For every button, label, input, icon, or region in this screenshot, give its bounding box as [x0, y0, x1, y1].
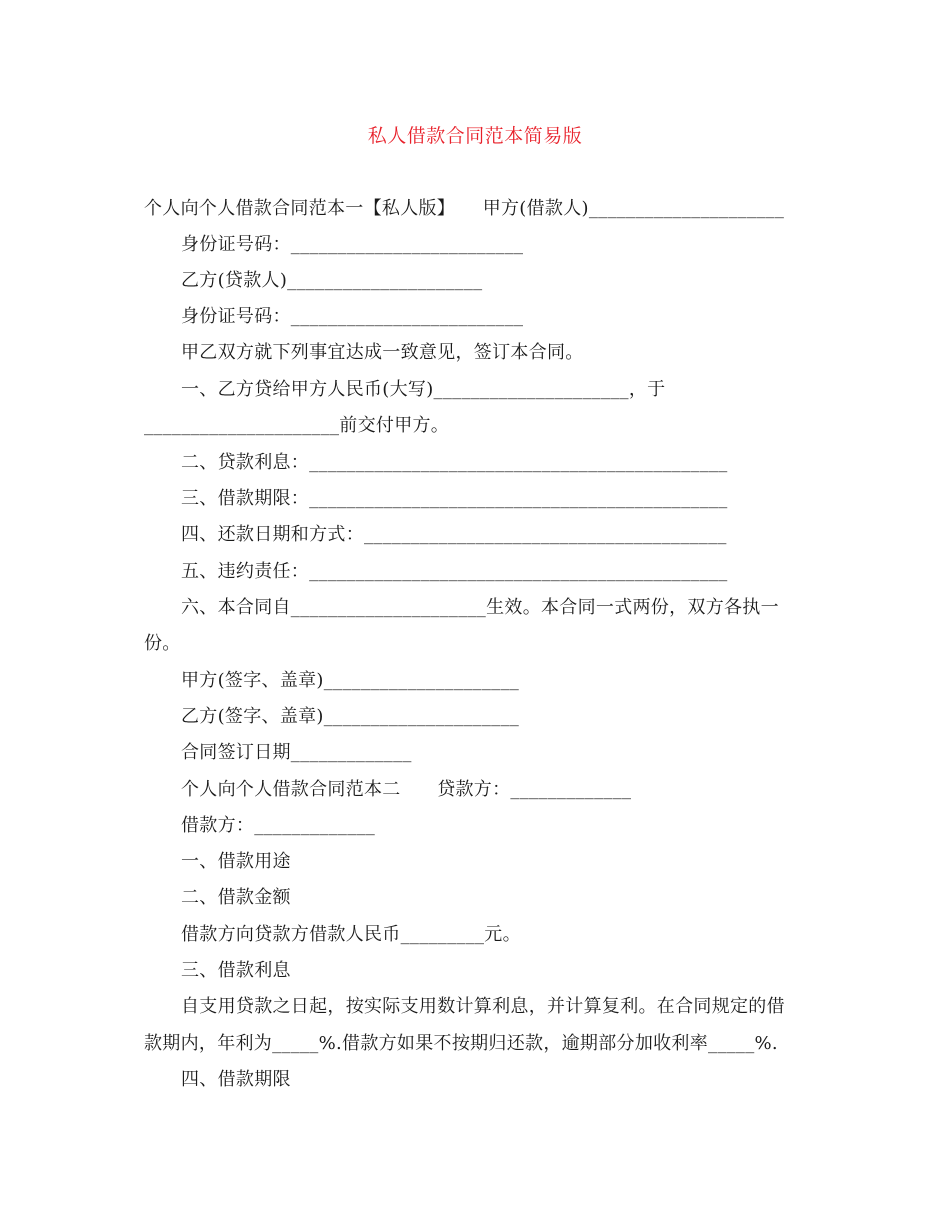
borrower-line: 借款方：_____________	[181, 815, 376, 836]
clause-one-line: 一、乙方贷给甲方人民币(大写)_____________________，于	[181, 379, 666, 400]
clause-one-continuation: _____________________前交付甲方。	[144, 415, 450, 436]
agreement-intro: 甲乙双方就下列事宜达成一致意见，签订本合同。	[181, 342, 584, 363]
document-title: 私人借款合同范本简易版	[367, 125, 583, 147]
clause-two-line: 二、贷款利息：_____________________________________________	[181, 452, 728, 473]
clause-six-continuation: 份。	[144, 633, 181, 654]
borrower-id-line: 身份证号码：_________________________	[181, 234, 524, 255]
section-term-heading: 四、借款期限	[181, 1069, 291, 1090]
clause-six-line: 六、本合同自_____________________生效。本合同一式两份，双方各执一	[181, 597, 779, 618]
party-a-signature-line: 甲方(签字、盖章)_____________________	[181, 670, 520, 691]
section-amount-heading: 二、借款金额	[181, 887, 291, 908]
lender-id-line: 身份证号码：_________________________	[181, 306, 524, 327]
interest-paragraph-line-2: 款期内，年利为_____%.借款方如果不按期归还款，逾期部分加收利率_____%.	[144, 1033, 778, 1054]
amount-line: 借款方向贷款方借款人民币_________元。	[181, 924, 521, 945]
signing-date-line: 合同签订日期_____________	[181, 742, 412, 763]
lender-line: 乙方(贷款人)_____________________	[181, 270, 483, 291]
clause-four-line: 四、还款日期和方式：_______________________________________	[181, 524, 727, 545]
clause-five-line: 五、违约责任：_____________________________________________	[181, 561, 728, 582]
section-purpose-heading: 一、借款用途	[181, 851, 291, 872]
clause-three-line: 三、借款期限：_____________________________________________	[181, 488, 728, 509]
interest-paragraph-line-1: 自支用贷款之日起，按实际支用数计算利息，并计算复利。在合同规定的借	[181, 996, 785, 1017]
section-interest-heading: 三、借款利息	[181, 960, 291, 981]
contract-two-heading-line: 个人向个人借款合同范本二 贷款方：_____________	[181, 779, 632, 800]
contract-one-heading-line: 个人向个人借款合同范本一【私人版】 甲方(借款人)_____________________	[144, 198, 785, 219]
party-b-signature-line: 乙方(签字、盖章)_____________________	[181, 706, 520, 727]
